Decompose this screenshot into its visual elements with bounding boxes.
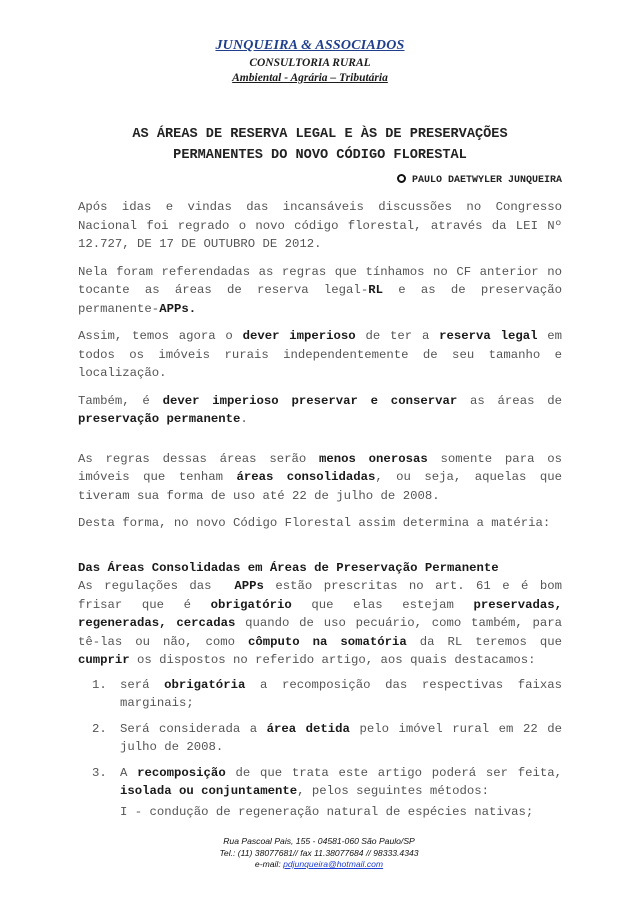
sub-item: I - condução de regeneração natural de espécies nativas; bbox=[120, 804, 534, 819]
text-span: Nela foram referendadas as regras que tínhamos no CF anterior no tocante as áreas de reserva legal- bbox=[78, 264, 562, 297]
document-body bbox=[78, 198, 562, 821]
paragraph-5 bbox=[78, 450, 562, 506]
text-span: As regulações das bbox=[78, 579, 235, 593]
text-span: . bbox=[240, 412, 248, 426]
company-tagline: CONSULTORIA RURAL bbox=[249, 57, 371, 69]
text-span: Assim, temos agora o bbox=[78, 329, 243, 343]
text-span: a recomposição das respectivas faixas marginais; bbox=[120, 677, 562, 710]
bold-text: isolada ou conjuntamente bbox=[120, 784, 298, 798]
bold-text: obrigatório bbox=[210, 597, 292, 612]
bold-text: áreas consolidadas bbox=[236, 470, 376, 484]
bold-text: cumprir bbox=[78, 653, 130, 667]
company-name: JUNQUEIRA & ASSOCIADOS bbox=[215, 38, 405, 53]
footer-address: Rua Pascoal Pais, 155 - 04581-060 São Paulo/SP bbox=[223, 836, 415, 846]
text-span: As regras dessas áreas serão bbox=[78, 451, 319, 466]
text-span: em todos os imóveis rurais independentemente de seu tamanho e localização. bbox=[78, 329, 563, 380]
list-item bbox=[78, 764, 562, 801]
author-name: PAULO DAETWYLER JUNQUEIRA bbox=[411, 175, 562, 186]
paragraph-3 bbox=[78, 327, 562, 383]
bold-text: dever imperioso bbox=[242, 329, 356, 343]
text-span: estão prescritas no art. 61 e é bom frisar que é bbox=[78, 579, 562, 612]
text-span: Será considerada a bbox=[120, 721, 267, 736]
text-span: quando de uso pecuário, como também, para tê-las ou não, como bbox=[78, 616, 562, 649]
paragraph-1: Após idas e vindas das incansáveis discussões no Congresso Nacional foi regrado o novo código florestal, através da LEI Nº 12.727, DE 17 DE OUTUBRO DE 2012. bbox=[78, 200, 562, 251]
bold-text: reserva legal bbox=[439, 329, 538, 343]
text-span: que elas estejam bbox=[291, 597, 474, 612]
bold-text: APPs bbox=[234, 579, 264, 593]
list-number: 2. bbox=[92, 721, 107, 736]
email-link[interactable]: pdjunqueira@hotmail.com bbox=[283, 859, 384, 869]
paragraph-2 bbox=[78, 263, 562, 319]
text-span: pelo imóvel rural em 22 de julho de 2008. bbox=[120, 721, 562, 754]
bullet-icon bbox=[397, 174, 406, 183]
document-title bbox=[78, 124, 562, 166]
bold-text: área detida bbox=[266, 721, 350, 736]
text-span: de que trata este artigo poderá ser feita, bbox=[225, 765, 563, 780]
text-span: de ter a bbox=[355, 329, 440, 343]
letterhead bbox=[200, 38, 420, 84]
page-footer bbox=[168, 836, 470, 871]
text-span: A bbox=[120, 765, 138, 780]
text-span: Também, é bbox=[78, 393, 163, 408]
title-line-2: PERMANENTES DO NOVO CÓDIGO FLORESTAL bbox=[173, 148, 467, 163]
bold-text: obrigatória bbox=[164, 677, 246, 692]
numbered-list bbox=[78, 676, 562, 801]
paragraph-6: Desta forma, no novo Código Florestal assim determina a matéria: bbox=[78, 516, 551, 530]
company-areas: Ambiental - Agrária – Tributária bbox=[232, 72, 388, 84]
section-heading: Das Áreas Consolidadas em Áreas de Preservação Permanente bbox=[78, 560, 499, 575]
text-span: os dispostos no referido artigo, aos quais destacamos: bbox=[129, 653, 536, 667]
text-span: e as de preservação permanente- bbox=[78, 283, 562, 316]
bold-text: menos onerosas bbox=[319, 451, 428, 466]
text-span: da RL teremos que bbox=[406, 634, 563, 649]
paragraph-4 bbox=[78, 392, 562, 429]
section-intro bbox=[78, 577, 562, 670]
bold-text: preservação permanente bbox=[78, 412, 241, 426]
text-span: será bbox=[120, 677, 165, 692]
author-line bbox=[350, 174, 562, 186]
text-span: , pelos seguintes métodos: bbox=[297, 784, 489, 798]
bold-apps: APPs. bbox=[159, 301, 197, 316]
bold-text: recomposição bbox=[137, 765, 226, 780]
list-number: 3. bbox=[92, 765, 107, 780]
email-label: e-mail: bbox=[254, 859, 284, 869]
list-item bbox=[78, 720, 562, 757]
list-number: 1. bbox=[92, 677, 107, 692]
bold-text: preservadas, regeneradas, cercadas bbox=[78, 597, 563, 630]
text-span: somente para os imóveis que tenham bbox=[78, 451, 562, 484]
bold-text: cômputo na somatória bbox=[247, 634, 407, 649]
footer-phone: Tel.: (11) 38077681// fax 11.38077684 // 98333.4343 bbox=[219, 847, 419, 858]
list-item bbox=[78, 676, 562, 713]
text-span: as áreas de bbox=[457, 393, 562, 408]
title-line-1: AS ÁREAS DE RESERVA LEGAL E ÀS DE PRESERVAÇÕES bbox=[132, 127, 508, 142]
text-span: , ou seja, aquelas que tiveram sua forma de uso até 22 de julho de 2008. bbox=[78, 470, 562, 503]
bold-text: dever imperioso preservar e conservar bbox=[162, 393, 458, 408]
bold-rl: RL bbox=[368, 283, 383, 297]
footer-email-line bbox=[168, 859, 470, 871]
